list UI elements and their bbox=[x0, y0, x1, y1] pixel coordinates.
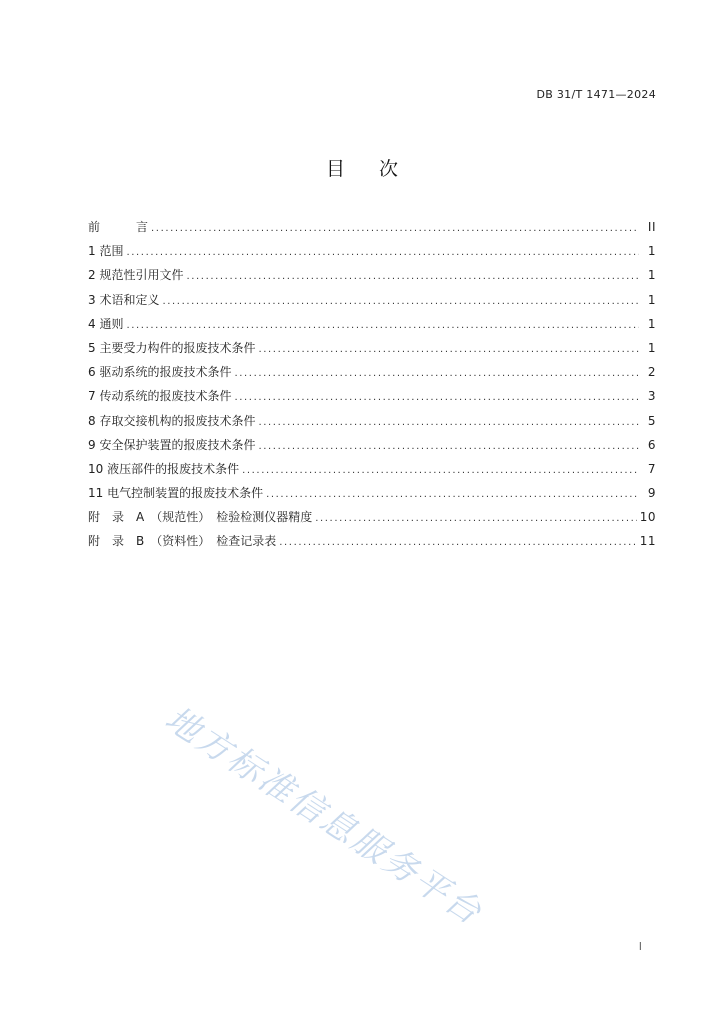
toc-entry-label: 2 规范性引用文件 bbox=[88, 268, 184, 283]
dot-leader bbox=[126, 247, 639, 258]
toc-entry-page: 9 bbox=[647, 486, 656, 501]
toc-entry-page: 7 bbox=[647, 461, 656, 476]
toc-entry-label: 8 存取交接机构的报废技术条件 bbox=[88, 413, 256, 428]
toc-entry-terms-definitions[interactable] bbox=[88, 291, 656, 315]
toc-title bbox=[0, 154, 724, 181]
dot-leader bbox=[315, 513, 637, 524]
toc-entry-page: 11 bbox=[639, 534, 656, 549]
dot-leader bbox=[126, 320, 639, 331]
toc-entry-label: 4 通则 bbox=[88, 316, 124, 331]
toc-entry-page: 10 bbox=[639, 510, 656, 525]
toc-entry-label: 7 传动系统的报废技术条件 bbox=[88, 389, 232, 404]
dot-leader bbox=[242, 465, 639, 476]
toc-entry-label: 5 主要受力构件的报废技术条件 bbox=[88, 340, 256, 355]
dot-leader bbox=[258, 417, 639, 428]
toc-entry-page: 3 bbox=[647, 389, 656, 404]
toc-entry-section-5[interactable] bbox=[88, 339, 656, 363]
page-number: I bbox=[638, 940, 642, 953]
toc-entry-section-11[interactable] bbox=[88, 484, 656, 508]
toc-entry-appendix-b[interactable] bbox=[88, 532, 656, 556]
toc-entry-scope[interactable] bbox=[88, 242, 656, 266]
toc-entry-page: 2 bbox=[647, 365, 656, 380]
dot-leader bbox=[258, 344, 639, 355]
toc-entry-label: 附 录 B （资料性） 检查记录表 bbox=[88, 534, 277, 549]
document-code: DB 31/T 1471—2024 bbox=[536, 88, 656, 101]
toc-entry-page: 1 bbox=[647, 340, 656, 355]
toc-entry-section-10[interactable] bbox=[88, 460, 656, 484]
toc-title-char-1: 目 bbox=[325, 158, 345, 180]
toc-entry-page: 1 bbox=[647, 316, 656, 331]
toc-entry-label: 6 驱动系统的报废技术条件 bbox=[88, 365, 232, 380]
toc-entry-section-7[interactable] bbox=[88, 387, 656, 411]
toc-entry-normative-references[interactable] bbox=[88, 266, 656, 290]
toc-entry-label: 1 范围 bbox=[88, 244, 124, 259]
toc-entry-section-9[interactable] bbox=[88, 436, 656, 460]
toc-entry-section-8[interactable] bbox=[88, 412, 656, 436]
toc-entry-foreword[interactable] bbox=[88, 218, 656, 242]
toc-entry-label: 9 安全保护装置的报废技术条件 bbox=[88, 437, 256, 452]
toc-entry-page: II bbox=[647, 220, 656, 234]
toc-entry-page: 6 bbox=[647, 437, 656, 452]
dot-leader bbox=[266, 489, 639, 500]
toc-entry-section-6[interactable] bbox=[88, 363, 656, 387]
toc-entry-label: 3 术语和定义 bbox=[88, 292, 160, 307]
dot-leader bbox=[234, 392, 639, 403]
dot-leader bbox=[186, 271, 639, 282]
watermark: 地方标准信息服务平台 bbox=[157, 698, 490, 934]
toc-entry-page: 1 bbox=[647, 268, 656, 283]
toc-entry-label: 10 液压部件的报废技术条件 bbox=[88, 461, 240, 476]
toc-entry-page: 1 bbox=[647, 244, 656, 259]
table-of-contents bbox=[88, 218, 656, 557]
toc-entry-page: 5 bbox=[647, 413, 656, 428]
toc-entry-page: 1 bbox=[647, 292, 656, 307]
toc-entry-label: 附 录 A （规范性） 检验检测仪器精度 bbox=[88, 510, 313, 525]
dot-leader bbox=[258, 441, 639, 452]
dot-leader bbox=[162, 296, 639, 307]
toc-entry-label: 11 电气控制装置的报废技术条件 bbox=[88, 486, 264, 501]
toc-entry-label: 前 言 bbox=[88, 220, 149, 234]
toc-entry-appendix-a[interactable] bbox=[88, 508, 656, 532]
dot-leader bbox=[234, 368, 639, 379]
toc-title-char-2: 次 bbox=[379, 158, 399, 180]
toc-entry-general[interactable] bbox=[88, 315, 656, 339]
dot-leader bbox=[279, 537, 636, 548]
dot-leader bbox=[151, 223, 639, 234]
